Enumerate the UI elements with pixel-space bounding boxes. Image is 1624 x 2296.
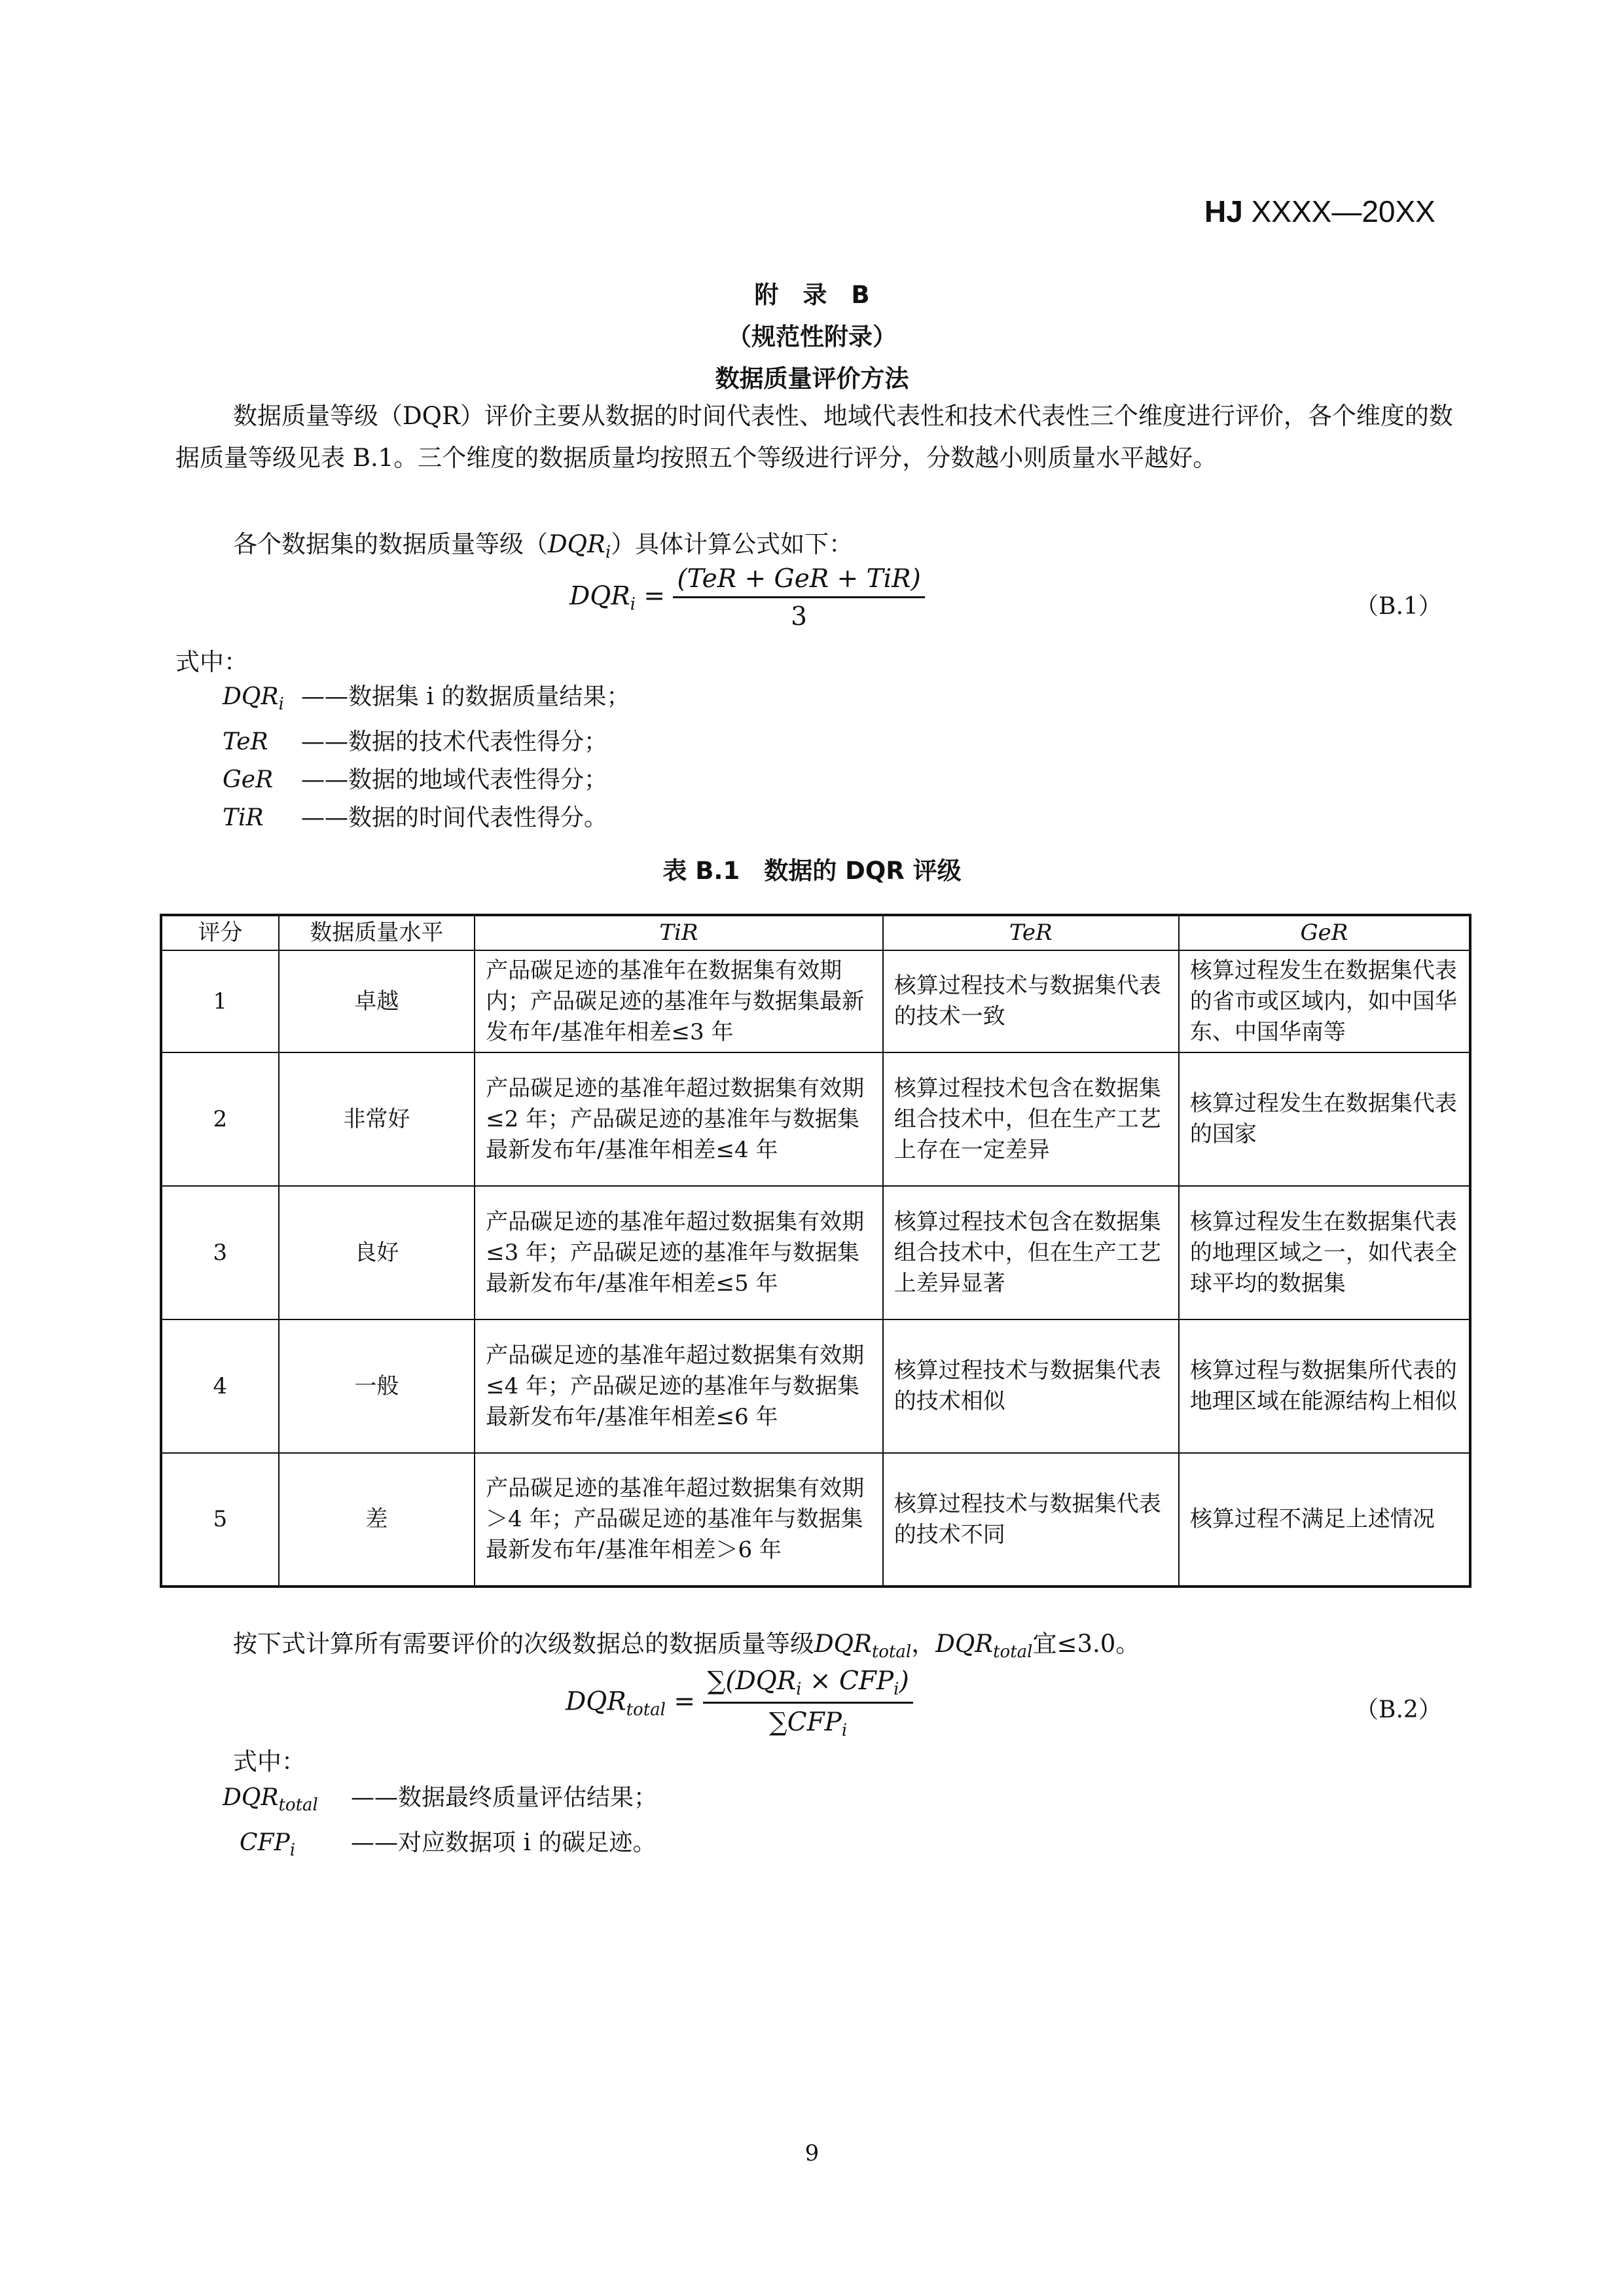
definition-subscript: total: [278, 1795, 318, 1815]
formula-b1-denominator: 3: [791, 602, 807, 632]
formula2-intro-symbol: DQR: [814, 1630, 872, 1658]
formula2-intro-subscript: total: [871, 1642, 912, 1662]
definitions-list-1: [223, 678, 630, 837]
formula2-intro-symbol-2: DQR: [935, 1630, 994, 1658]
formula-b2-numerator: [703, 1666, 912, 1704]
cell-ger: 核算过程与数据集所代表的地理区域在能源结构上相似: [1179, 1319, 1470, 1453]
formula-b2-lhs-subscript: total: [626, 1700, 666, 1720]
formula-b2-number: （B.2）: [1355, 1696, 1442, 1723]
definition-text: ——数据最终质量评估结果；: [351, 1784, 658, 1811]
cell-tir: 产品碳足迹的基准年超过数据集有效期＞4 年；产品碳足迹的基准年与数据集最新发布年/基准年相差＞6 年: [475, 1453, 883, 1587]
formula-b1: [569, 564, 925, 632]
formula-b1-lhs: DQR: [569, 581, 630, 611]
formula-b2-lhs: DQR: [566, 1687, 626, 1717]
definition-item: [223, 723, 630, 761]
cell-ger: 核算过程发生在数据集代表的省市或区域内，如中国华东、中国华南等: [1179, 950, 1470, 1052]
formula-b2-num-part: ∑(DQR: [707, 1666, 797, 1696]
cell-level: 一般: [279, 1319, 475, 1453]
cell-ter: 核算过程技术包含在数据集组合技术中，但在生产工艺上存在一定差异: [883, 1052, 1179, 1186]
table-caption-text: 表 B.1 数据的 DQR 评级: [662, 857, 962, 885]
definition-text: ——数据的地域代表性得分；: [301, 766, 608, 793]
cell-score: 2: [161, 1052, 279, 1186]
definition-symbol: DQR: [223, 1784, 279, 1811]
header-ger: GeR: [1179, 915, 1470, 950]
formula-b2-denominator: [703, 1704, 912, 1740]
dqr-table: [160, 914, 1471, 1588]
formula2-intro-text: 按下式计算所有需要评价的次级数据总的数据质量等级: [233, 1630, 814, 1658]
definition-symbol: TeR: [223, 728, 268, 755]
cell-tir: 产品碳足迹的基准年超过数据集有效期≤2 年；产品碳足迹的基准年与数据集最新发布年/基准年相差≤4 年: [475, 1052, 883, 1186]
table-row: [161, 1052, 1470, 1186]
header-level: 数据质量水平: [279, 915, 475, 950]
definition-item: [223, 799, 630, 837]
definition-item: [223, 678, 630, 723]
cell-tir: 产品碳足迹的基准年超过数据集有效期≤4 年；产品碳足迹的基准年与数据集最新发布年/基准年相差≤6 年: [475, 1319, 883, 1453]
where-label-2: 式中：: [233, 1748, 306, 1776]
definition-symbol: DQR: [223, 683, 279, 710]
formula-b2-fraction: [703, 1666, 912, 1740]
formula-b2-num-end: ): [899, 1666, 909, 1696]
formula1-intro-text-end: ）具体计算公式如下：: [611, 530, 854, 558]
cell-ter: 核算过程技术与数据集代表的技术一致: [883, 950, 1179, 1052]
header-ter: TeR: [883, 915, 1179, 950]
table-row: [161, 1453, 1470, 1587]
cell-level: 良好: [279, 1186, 475, 1319]
cell-ter: 核算过程技术与数据集代表的技术不同: [883, 1453, 1179, 1587]
cell-level: 卓越: [279, 950, 475, 1052]
cell-ter: 核算过程技术包含在数据集组合技术中，但在生产工艺上差异显著: [883, 1186, 1179, 1319]
table-caption: [0, 851, 1624, 886]
definition-subscript: i: [278, 694, 284, 714]
cell-ger: 核算过程发生在数据集代表的地理区域之一，如代表全球平均的数据集: [1179, 1186, 1470, 1319]
definition-symbol: CFP: [240, 1829, 290, 1856]
appendix-name: 数据质量评价方法: [715, 365, 909, 393]
cell-tir: 产品碳足迹的基准年超过数据集有效期≤3 年；产品碳足迹的基准年与数据集最新发布年/基准年相差≤5 年: [475, 1186, 883, 1319]
definition-item: [223, 1824, 657, 1869]
formula2-intro-separator: ，: [911, 1630, 936, 1658]
cell-score: 5: [161, 1453, 279, 1587]
table-header-row: [161, 915, 1470, 950]
cell-score: 3: [161, 1186, 279, 1319]
standard-code: [1204, 194, 1435, 229]
definition-text: ——数据集 i 的数据质量结果；: [301, 683, 630, 710]
formula-b1-fraction: [673, 564, 924, 632]
formula-b2-num-subscript-2: i: [893, 1679, 899, 1699]
cell-score: 1: [161, 950, 279, 1052]
appendix-type: （规范性附录）: [727, 323, 897, 351]
cell-ter: 核算过程技术与数据集代表的技术相似: [883, 1319, 1179, 1453]
definition-text: ——对应数据项 i 的碳足迹。: [351, 1829, 657, 1856]
formula-b2-den-subscript: i: [841, 1721, 848, 1740]
definitions-list-2: [223, 1779, 657, 1869]
definition-item: [223, 761, 630, 799]
standard-code-number: XXXX—20XX: [1251, 194, 1435, 228]
formula2-intro: [175, 1623, 1458, 1673]
table-row: [161, 950, 1470, 1052]
formula-b2-den-part: ∑CFP: [768, 1708, 842, 1737]
definition-text: ——数据的时间代表性得分。: [301, 804, 608, 831]
cell-score: 4: [161, 1319, 279, 1453]
definition-text: ——数据的技术代表性得分；: [301, 728, 608, 755]
formula-b1-equals: =: [643, 581, 666, 611]
definition-symbol: TiR: [223, 804, 264, 831]
formula-b2: [566, 1666, 913, 1740]
formula1-intro-text: 各个数据集的数据质量等级（: [233, 530, 548, 558]
where-label-1: 式中：: [175, 648, 248, 676]
definition-subscript: i: [289, 1840, 296, 1860]
formula-b1-lhs-subscript: i: [630, 594, 636, 615]
formula-b2-equals: =: [674, 1687, 696, 1717]
formula-b2-num-mid: × CFP: [801, 1666, 894, 1696]
standard-code-prefix: HJ: [1204, 194, 1243, 228]
cell-tir: 产品碳足迹的基准年在数据集有效期内；产品碳足迹的基准年与数据集最新发布年/基准年相差≤3 年: [475, 950, 883, 1052]
definition-item: [223, 1779, 657, 1824]
formula-b1-number: （B.1）: [1355, 593, 1442, 620]
cell-level: 差: [279, 1453, 475, 1587]
header-tir: TiR: [475, 915, 883, 950]
definition-symbol: GeR: [223, 766, 274, 793]
formula1-intro-symbol: DQR: [548, 530, 605, 558]
table-row: [161, 1319, 1470, 1453]
formula-b1-numerator: (TeR + GeR + TiR): [673, 564, 924, 598]
appendix-title: 附 录 B: [754, 281, 870, 309]
page-number: 9: [804, 2140, 820, 2166]
header-score: 评分: [161, 915, 279, 950]
formula1-intro-subscript: i: [605, 543, 611, 562]
formula-b2-num-subscript: i: [796, 1679, 802, 1699]
cell-level: 非常好: [279, 1052, 475, 1186]
intro-paragraph: 数据质量等级（DQR）评价主要从数据的时间代表性、地域代表性和技术代表性三个维度进行评价，各个维度的数据质量等级见表 B.1。三个维度的数据质量均按照五个等级进行评分，分数越小则质量水平越好。: [175, 402, 1453, 472]
cell-ger: 核算过程不满足上述情况: [1179, 1453, 1470, 1587]
formula2-intro-text-end: 宜≤3.0。: [1032, 1630, 1140, 1658]
formula2-intro-subscript-2: total: [993, 1642, 1033, 1662]
cell-ger: 核算过程发生在数据集代表的国家: [1179, 1052, 1470, 1186]
table-row: [161, 1186, 1470, 1319]
